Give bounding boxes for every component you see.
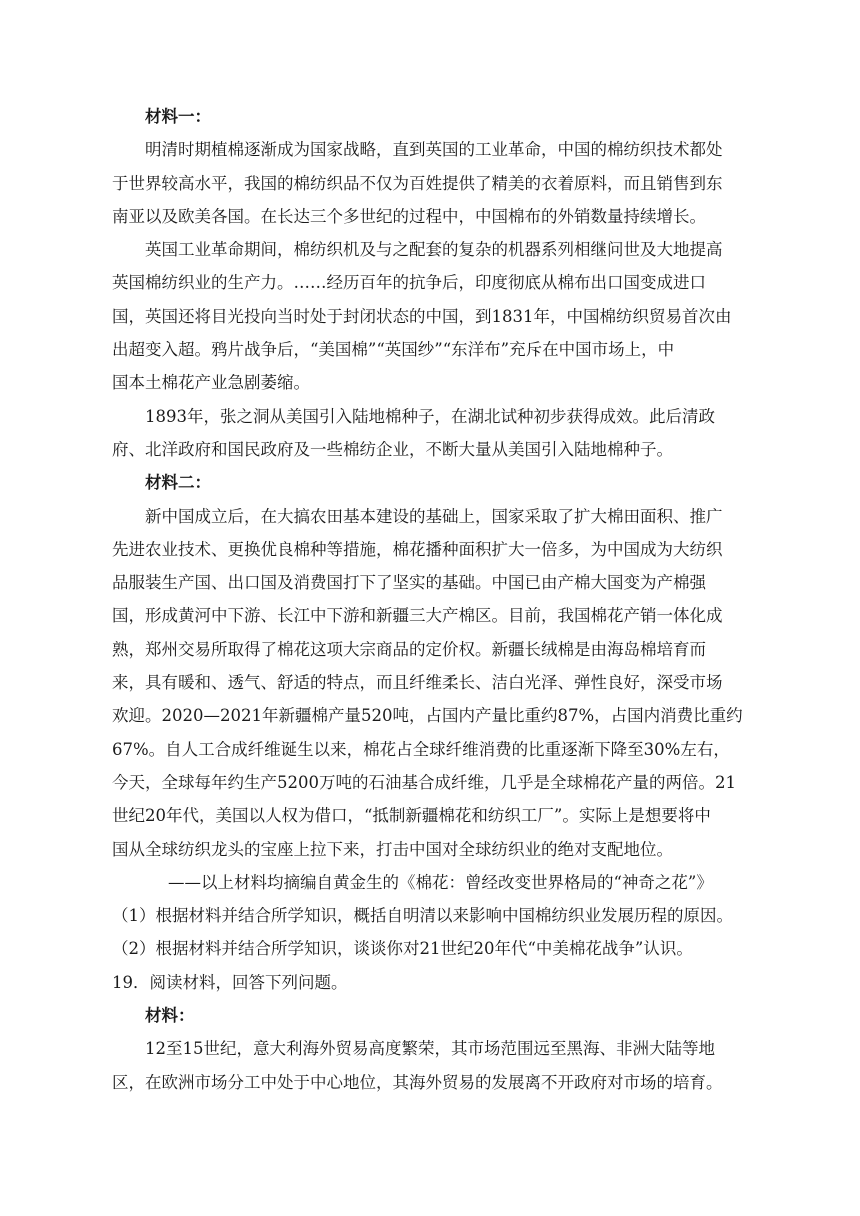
paragraph-line: 国从全球纺织龙头的宝座上拉下来，打击中国对全球纺织业的绝对支配地位。 xyxy=(112,839,673,859)
paragraph-line: 品服装生产国、出口国及消费国打下了坚实的基础。中国已由产棉大国变为产棉强 xyxy=(112,573,706,593)
paragraph-line: 新中国成立后，在大搞农田基本建设的基础上，国家采取了扩大棉田面积、推广 xyxy=(145,506,723,526)
paragraph-line: 欢迎。2020—2021年新疆棉产量520吨，占国内产量比重约87%，占国内消费比重约 xyxy=(112,706,743,726)
paragraph-line: 67%。自人工合成纤维诞生以来，棉花占全球纤维消费的比重逐渐下降至30%左右， xyxy=(112,739,730,759)
paragraph-line: 世纪20年代，美国以人权为借口，“抵制新疆棉花和纺织工厂”。实际上是想要将中 xyxy=(112,806,711,826)
question-19: 19．阅读材料，回答下列问题。 xyxy=(112,972,348,992)
material1-heading: 材料一： xyxy=(145,107,211,126)
paragraph-line: 来，具有暖和、透气、舒适的特点，而且纤维柔长、洁白光泽、弹性良好，深受市场 xyxy=(112,673,723,693)
paragraph-line: 区，在欧洲市场分工中处于中心地位，其海外贸易的发展离不开政府对市场的培育。 xyxy=(112,1072,723,1092)
paragraph-line: 12至15世纪，意大利海外贸易高度繁荣，其市场范围远至黑海、非洲大陆等地 xyxy=(145,1039,715,1059)
paragraph-line: 国，英国还将目光投向当时处于封闭状态的中国，到1831年，中国棉纺织贸易首次由 xyxy=(112,306,732,326)
paragraph-line: 出超变入超。鸦片战争后，“美国棉”“英国纱”“东洋布”充斥在中国市场上，中 xyxy=(112,340,675,360)
paragraph-line: 国，形成黄河中下游、长江中下游和新疆三大产棉区。目前，我国棉花产销一体化成 xyxy=(112,606,723,626)
material2-heading: 材料二： xyxy=(145,473,211,493)
material3-heading: 材料： xyxy=(145,1006,195,1026)
paragraph-line: 今天，全球每年约生产5200万吨的石油基合成纤维，几乎是全球棉花产量的两倍。21 xyxy=(112,772,736,792)
question-1: （1）根据材料并结合所学知识，概括自明清以来影响中国棉纺织业发展历程的原因。 xyxy=(112,906,733,926)
paragraph-line: 明清时期植棉逐渐成为国家战略，直到英国的工业革命，中国的棉纺织技术都处 xyxy=(145,140,723,160)
paragraph-line: 府、北洋政府和国民政府及一些棉纺企业，不断大量从美国引入陆地棉种子。 xyxy=(112,439,673,459)
paragraph-line: 英国工业革命期间，棉纺织机及与之配套的复杂的机器系列相继问世及大地提高 xyxy=(145,240,723,260)
question-2: （2）根据材料并结合所学知识，谈谈你对21世纪20年代“中美棉花战争”认识。 xyxy=(112,939,693,959)
paragraph-line: 于世界较高水平，我国的棉纺织品不仅为百姓提供了精美的衣着原料，而且销售到东 xyxy=(112,173,723,193)
source-citation: ——以上材料均摘编自黄金生的《棉花：曾经改变世界格局的“神奇之花”》 xyxy=(168,872,713,892)
paragraph-line: 英国棉纺织业的生产力。……经历百年的抗争后，印度彻底从棉布出口国变成进口 xyxy=(112,273,706,293)
paragraph-line: 国本土棉花产业急剧萎缩。 xyxy=(112,373,310,393)
paragraph-line: 南亚以及欧美各国。在长达三个多世纪的过程中，中国棉布的外销数量持续增长。 xyxy=(112,206,706,226)
paragraph-line: 先进农业技术、更换优良棉种等措施，棉花播种面积扩大一倍多，为中国成为大纺织 xyxy=(112,539,723,559)
paragraph-line: 1893年，张之洞从美国引入陆地棉种子，在湖北试种初步获得成效。此后清政 xyxy=(145,406,715,426)
paragraph-line: 熟，郑州交易所取得了棉花这项大宗商品的定价权。新疆长绒棉是由海岛棉培育而 xyxy=(112,639,706,659)
document-page xyxy=(112,100,762,1099)
